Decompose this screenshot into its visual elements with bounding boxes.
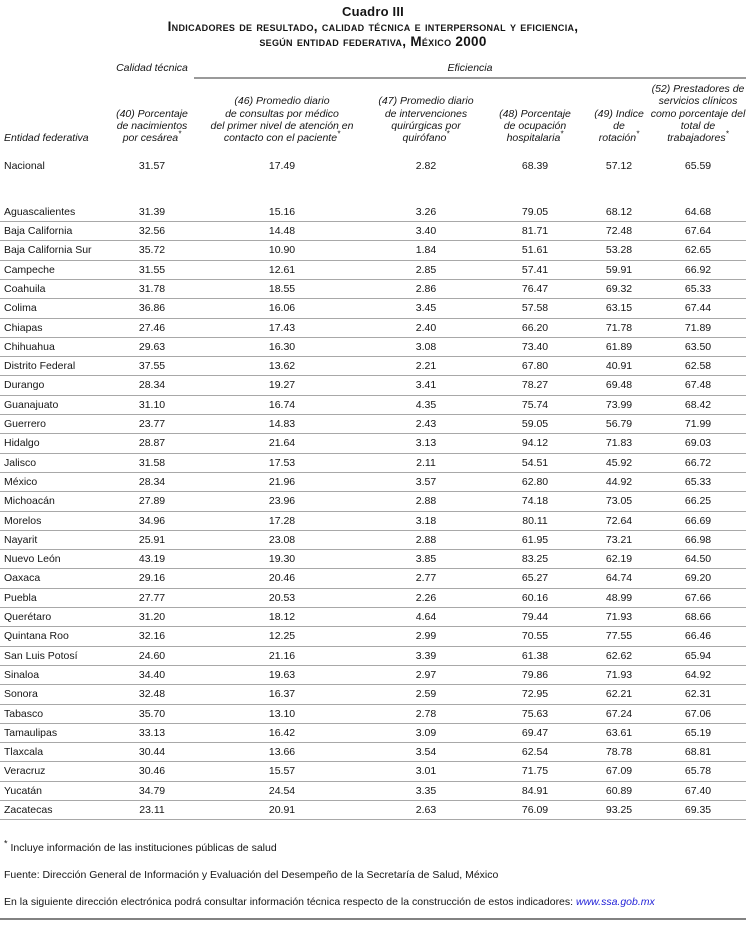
header-asterisk: *: [337, 129, 341, 139]
cell-value: 43.19: [138, 553, 166, 566]
table-row: [0, 157, 746, 176]
cell-value: 60.16: [521, 591, 549, 604]
cell-value: 67.80: [521, 360, 549, 373]
header-asterisk: *: [636, 129, 640, 139]
header-asterisk: *: [560, 129, 564, 139]
table-body: [0, 157, 746, 820]
cell-value: 2.99: [415, 630, 437, 643]
table-row: [0, 376, 746, 395]
cell-value: 64.74: [605, 572, 633, 585]
cell-value: 29.63: [138, 340, 166, 353]
cell-value: 63.15: [605, 302, 633, 315]
cell-value: 20.46: [268, 572, 296, 585]
row-label: Chiapas: [4, 321, 43, 334]
cell-value: 66.46: [684, 630, 712, 643]
cell-value: 67.09: [605, 765, 633, 778]
cell-value: 13.66: [268, 746, 296, 759]
cell-value: 66.72: [684, 456, 712, 469]
cell-value: 35.72: [138, 244, 166, 257]
row-label: Colima: [4, 302, 37, 315]
cell-value: 2.77: [415, 572, 437, 585]
source-line: Fuente: Dirección General de Información y Evaluación del Desempeño de la Secretaría de Salud, México: [4, 869, 499, 882]
cell-value: 76.47: [521, 282, 549, 295]
cell-value: 27.89: [138, 495, 166, 508]
cell-value: 59.05: [521, 418, 549, 431]
cell-value: 28.87: [138, 437, 166, 450]
group-header-row: [0, 62, 746, 79]
row-label: Tabasco: [4, 707, 44, 720]
cell-value: 36.86: [138, 302, 166, 315]
header-asterisk: *: [178, 129, 182, 139]
link-intro-text: En la siguiente dirección electrónica podrá consultar información técnica respecto de la construcción de estos indicadores:: [4, 896, 574, 909]
table-row: [0, 299, 746, 318]
cell-value: 28.34: [138, 379, 166, 392]
cell-value: 2.78: [415, 707, 437, 720]
cell-value: 3.09: [415, 726, 437, 739]
cell-value: 57.12: [605, 160, 633, 173]
table-row: [0, 550, 746, 569]
row-label: Campeche: [4, 263, 55, 276]
table-row: [0, 531, 746, 550]
cell-value: 71.99: [684, 418, 712, 431]
cell-value: 2.85: [415, 263, 437, 276]
cell-value: 75.63: [521, 707, 549, 720]
cell-value: 62.65: [684, 244, 712, 257]
cell-value: 2.88: [415, 495, 437, 508]
cell-value: 2.63: [415, 803, 437, 816]
cell-value: 18.55: [268, 282, 296, 295]
cell-value: 67.44: [684, 302, 712, 315]
row-label: Tlaxcala: [4, 746, 44, 759]
cell-value: 63.61: [605, 726, 633, 739]
cell-value: 61.38: [521, 649, 549, 662]
cell-value: 2.26: [415, 591, 437, 604]
cell-value: 44.92: [605, 475, 633, 488]
cell-value: 65.33: [684, 475, 712, 488]
table-row: [0, 396, 746, 415]
cell-value: 83.25: [521, 553, 549, 566]
cell-value: 23.96: [268, 495, 296, 508]
cell-value: 69.47: [521, 726, 549, 739]
cell-value: 10.90: [268, 244, 296, 257]
cell-value: 73.21: [605, 533, 633, 546]
row-label: Chihuahua: [4, 340, 55, 353]
cell-value: 69.32: [605, 282, 633, 295]
cell-value: 19.30: [268, 553, 296, 566]
cell-value: 79.86: [521, 668, 549, 681]
cell-value: 67.66: [684, 591, 712, 604]
column-header-col48: (48) Porcentaje de ocupación hospitalaria*: [499, 107, 571, 145]
column-header-col46: (46) Promedio diario de consultas por médico del primer nivel de atención en contacto con el paciente*: [210, 95, 354, 145]
cell-value: 2.21: [415, 360, 437, 373]
cell-value: 13.62: [268, 360, 296, 373]
cell-value: 65.33: [684, 282, 712, 295]
cell-value: 17.43: [268, 321, 296, 334]
table-row: [0, 261, 746, 280]
cell-value: 78.27: [521, 379, 549, 392]
cell-value: 63.50: [684, 340, 712, 353]
cell-value: 67.40: [684, 784, 712, 797]
cell-value: 3.40: [415, 225, 437, 238]
cell-value: 31.39: [138, 205, 166, 218]
cell-value: 71.75: [521, 765, 549, 778]
cell-value: 80.11: [522, 514, 548, 527]
cell-value: 2.97: [415, 668, 437, 681]
cell-value: 3.54: [415, 746, 437, 759]
cell-value: 31.20: [138, 611, 166, 624]
table-row: [0, 569, 746, 588]
cell-value: 15.57: [268, 765, 296, 778]
cell-value: 13.10: [268, 707, 296, 720]
title-block: [0, 4, 746, 49]
cell-value: 21.96: [268, 475, 296, 488]
table-row: [0, 647, 746, 666]
cell-value: 2.88: [415, 533, 437, 546]
cell-value: 68.12: [605, 205, 633, 218]
table-row: [0, 492, 746, 511]
cell-value: 29.16: [138, 572, 166, 585]
cell-value: 37.55: [138, 360, 166, 373]
cell-value: 12.61: [268, 263, 296, 276]
cell-value: 67.64: [684, 225, 712, 238]
row-label: Sonora: [4, 688, 38, 701]
cell-value: 16.42: [268, 726, 296, 739]
cell-value: 17.49: [268, 160, 296, 173]
table-row: [0, 743, 746, 762]
row-label: Jalisco: [4, 456, 37, 469]
cell-value: 68.39: [521, 160, 549, 173]
group-header-calidad-tecnica: Calidad técnica: [116, 62, 188, 74]
column-header-row: [0, 83, 746, 144]
cell-value: 69.20: [684, 572, 712, 585]
footnote-asterisk: *: [4, 838, 8, 849]
cell-value: 59.91: [605, 263, 633, 276]
row-label: Puebla: [4, 591, 37, 604]
cell-value: 57.41: [521, 263, 549, 276]
cell-value: 54.51: [521, 456, 549, 469]
cell-value: 2.86: [415, 282, 437, 295]
cell-value: 66.69: [684, 514, 712, 527]
cell-value: 32.56: [138, 225, 166, 238]
cell-value: 3.45: [415, 302, 437, 315]
bottom-rule: [0, 918, 746, 920]
row-label: Nayarit: [4, 533, 38, 546]
cell-value: 48.99: [605, 591, 633, 604]
cell-value: 32.16: [138, 630, 166, 643]
cell-value: 72.95: [521, 688, 549, 701]
row-label: Baja California: [4, 225, 73, 238]
cell-value: 23.11: [139, 803, 165, 816]
cell-value: 67.06: [684, 707, 712, 720]
cell-value: 20.91: [268, 803, 296, 816]
cell-value: 66.98: [684, 533, 712, 546]
cell-value: 56.79: [605, 418, 633, 431]
cell-value: 71.83: [605, 437, 633, 450]
cell-value: 24.54: [268, 784, 296, 797]
cell-value: 79.44: [521, 611, 549, 624]
cell-value: 3.26: [415, 205, 437, 218]
cell-value: 18.12: [268, 611, 296, 624]
cell-value: 64.68: [684, 205, 712, 218]
table-row: [0, 473, 746, 492]
cell-value: 3.35: [415, 784, 437, 797]
cell-value: 67.48: [684, 379, 712, 392]
cell-value: 51.61: [521, 244, 549, 257]
cell-value: 73.99: [605, 398, 633, 411]
cell-value: 3.85: [415, 553, 437, 566]
table-row: [0, 222, 746, 241]
table-title-line1: Indicadores de resultado, calidad técnica e interpersonal y eficiencia,: [167, 19, 579, 34]
cell-value: 93.25: [605, 803, 633, 816]
row-label: Oaxaca: [4, 572, 41, 585]
cell-value: 3.13: [415, 437, 437, 450]
cell-value: 66.20: [521, 321, 549, 334]
cell-value: 3.08: [415, 340, 437, 353]
header-asterisk: *: [446, 129, 450, 139]
footnote-text: Incluye información de las instituciones públicas de salud: [10, 842, 277, 855]
table-row: [0, 319, 746, 338]
cell-value: 2.59: [415, 688, 437, 701]
cell-value: 28.34: [138, 475, 166, 488]
row-label: Distrito Federal: [4, 360, 76, 373]
cell-value: 34.40: [138, 668, 166, 681]
cell-value: 64.50: [684, 553, 712, 566]
cell-value: 23.77: [138, 418, 166, 431]
cell-value: 79.05: [521, 205, 549, 218]
cell-value: 65.78: [684, 765, 712, 778]
column-header-col52: (52) Prestadores de servicios clínicos como porcentaje del total de trabajadores*: [650, 83, 746, 145]
link-line: [0, 896, 746, 908]
cell-value: 75.74: [521, 398, 549, 411]
group-header-spacer: [0, 62, 110, 79]
table-number-title: Cuadro III: [342, 4, 404, 19]
cell-value: 4.64: [415, 611, 437, 624]
cell-value: 31.58: [138, 456, 166, 469]
cell-value: 1.84: [415, 244, 437, 257]
cell-value: 61.95: [521, 533, 549, 546]
cell-value: 68.66: [684, 611, 712, 624]
cell-value: 19.63: [268, 668, 296, 681]
cell-value: 62.21: [605, 688, 633, 701]
cell-value: 31.10: [138, 398, 166, 411]
table-row: [0, 338, 746, 357]
cell-value: 2.11: [416, 456, 436, 469]
row-label: Coahuila: [4, 282, 46, 295]
cell-value: 3.57: [415, 475, 437, 488]
cell-value: 70.55: [521, 630, 549, 643]
row-label: México: [4, 475, 38, 488]
cell-value: 17.53: [268, 456, 296, 469]
table-row: [0, 434, 746, 453]
cell-value: 3.41: [415, 379, 437, 392]
table-row: [0, 454, 746, 473]
cell-value: 62.19: [605, 553, 633, 566]
cell-value: 19.27: [268, 379, 296, 392]
cell-value: 60.89: [605, 784, 633, 797]
cell-value: 74.18: [521, 495, 549, 508]
cell-value: 15.16: [268, 205, 296, 218]
table-row: [0, 415, 746, 434]
table-row: [0, 357, 746, 376]
table-title-line2: según entidad federativa, México 2000: [259, 34, 487, 49]
cell-value: 81.71: [521, 225, 549, 238]
row-label: Morelos: [4, 514, 42, 527]
cell-value: 69.48: [605, 379, 633, 392]
cell-value: 71.93: [605, 611, 633, 624]
cell-value: 31.78: [138, 282, 166, 295]
row-label: Yucatán: [4, 784, 42, 797]
row-label: Veracruz: [4, 765, 46, 778]
cell-value: 62.54: [521, 746, 549, 759]
cell-value: 31.55: [138, 263, 166, 276]
cell-value: 25.91: [138, 533, 166, 546]
row-label: Durango: [4, 379, 45, 392]
column-header-col40: (40) Porcentaje de nacimientos por cesárea*: [116, 107, 188, 145]
cell-value: 77.55: [605, 630, 633, 643]
table-row: [0, 280, 746, 299]
row-label: San Luis Potosí: [4, 649, 78, 662]
cell-value: 34.96: [138, 514, 166, 527]
cell-value: 2.43: [415, 418, 437, 431]
row-label: Tamaulipas: [4, 726, 58, 739]
table-row: [0, 608, 746, 627]
cell-value: 67.24: [605, 707, 633, 720]
footnote: [0, 838, 746, 855]
table-row: [0, 666, 746, 685]
table-row: [0, 705, 746, 724]
cell-value: 65.27: [521, 572, 549, 585]
cell-value: 3.39: [415, 649, 437, 662]
cell-value: 78.78: [605, 746, 633, 759]
column-header-col47: (47) Promedio diario de intervenciones quirúrgicas por quirófano*: [378, 95, 474, 145]
cell-value: 14.48: [268, 225, 296, 238]
cell-value: 66.92: [684, 263, 712, 276]
cell-value: 64.92: [684, 668, 712, 681]
cell-value: 16.37: [268, 688, 296, 701]
cell-value: 40.91: [605, 360, 633, 373]
cell-value: 94.12: [521, 437, 549, 450]
cell-value: 33.13: [138, 726, 166, 739]
row-label: Nuevo León: [4, 553, 61, 566]
row-label: Guanajuato: [4, 398, 59, 411]
cell-value: 30.46: [138, 765, 166, 778]
cell-value: 34.79: [138, 784, 166, 797]
cell-value: 27.77: [138, 591, 166, 604]
table-row: [0, 782, 746, 801]
row-label: Michoacán: [4, 495, 55, 508]
cell-value: 20.53: [268, 591, 296, 604]
cell-value: 32.48: [138, 688, 166, 701]
cell-value: 57.58: [521, 302, 549, 315]
table-row: [0, 685, 746, 704]
column-header-col49: (49) Indice de rotación*: [594, 107, 644, 145]
table-row: [0, 762, 746, 781]
cell-value: 69.35: [684, 803, 712, 816]
cell-value: 62.31: [684, 688, 712, 701]
cell-value: 45.92: [605, 456, 633, 469]
cell-value: 4.35: [415, 398, 437, 411]
cell-value: 68.81: [684, 746, 712, 759]
row-label: Aguascalientes: [4, 205, 76, 218]
column-header-entidad: Entidad federativa: [4, 132, 89, 145]
cell-value: 71.89: [684, 321, 712, 334]
cell-value: 21.64: [268, 437, 296, 450]
cell-value: 65.59: [684, 160, 712, 173]
cell-value: 27.46: [138, 321, 166, 334]
cell-value: 16.74: [268, 398, 296, 411]
cell-value: 62.80: [521, 475, 549, 488]
cell-value: 72.64: [605, 514, 633, 527]
row-label: Sinaloa: [4, 668, 40, 681]
table-row: [0, 589, 746, 608]
cell-value: 62.58: [684, 360, 712, 373]
cell-value: 30.44: [138, 746, 166, 759]
cell-value: 71.93: [605, 668, 633, 681]
table-row: [0, 801, 746, 820]
cell-value: 72.48: [605, 225, 633, 238]
table-row: [0, 203, 746, 222]
cell-value: 17.28: [268, 514, 296, 527]
cell-value: 2.40: [415, 321, 437, 334]
cell-value: 53.28: [605, 244, 633, 257]
cell-value: 35.70: [138, 707, 166, 720]
cell-value: 3.18: [415, 514, 437, 527]
cell-value: 23.08: [268, 533, 296, 546]
cell-value: 65.94: [684, 649, 712, 662]
cell-value: 65.19: [684, 726, 712, 739]
table-row: [0, 241, 746, 260]
row-label: Querétaro: [4, 611, 52, 624]
cell-value: 14.83: [268, 418, 296, 431]
cell-value: 73.40: [521, 340, 549, 353]
cell-value: 21.16: [268, 649, 296, 662]
cell-value: 61.89: [605, 340, 633, 353]
table-row: [0, 512, 746, 531]
cell-value: 66.25: [684, 495, 712, 508]
row-label: Quintana Roo: [4, 630, 69, 643]
cell-value: 2.82: [415, 160, 437, 173]
cell-value: 69.03: [684, 437, 712, 450]
cell-value: 24.60: [138, 649, 166, 662]
row-label: Zacatecas: [4, 803, 53, 816]
row-label: Nacional: [4, 160, 45, 173]
row-label: Baja California Sur: [4, 244, 92, 257]
cell-value: 31.57: [138, 160, 166, 173]
row-label: Guerrero: [4, 418, 47, 431]
cell-value: 84.91: [521, 784, 549, 797]
header-asterisk: *: [725, 129, 729, 139]
ssa-link[interactable]: www.ssa.gob.mx: [576, 896, 655, 909]
group-header-eficiencia: Eficiencia: [194, 62, 746, 79]
cell-value: 12.25: [268, 630, 296, 643]
table-row: [0, 627, 746, 646]
cell-value: 73.05: [605, 495, 633, 508]
cell-value: 16.30: [268, 340, 296, 353]
cell-value: 76.09: [521, 803, 549, 816]
cell-value: 68.42: [684, 398, 712, 411]
cell-value: 16.06: [268, 302, 296, 315]
row-label: Hidalgo: [4, 437, 40, 450]
table-row: [0, 724, 746, 743]
cell-value: 71.78: [605, 321, 633, 334]
cell-value: 62.62: [605, 649, 633, 662]
cell-value: 3.01: [415, 765, 437, 778]
